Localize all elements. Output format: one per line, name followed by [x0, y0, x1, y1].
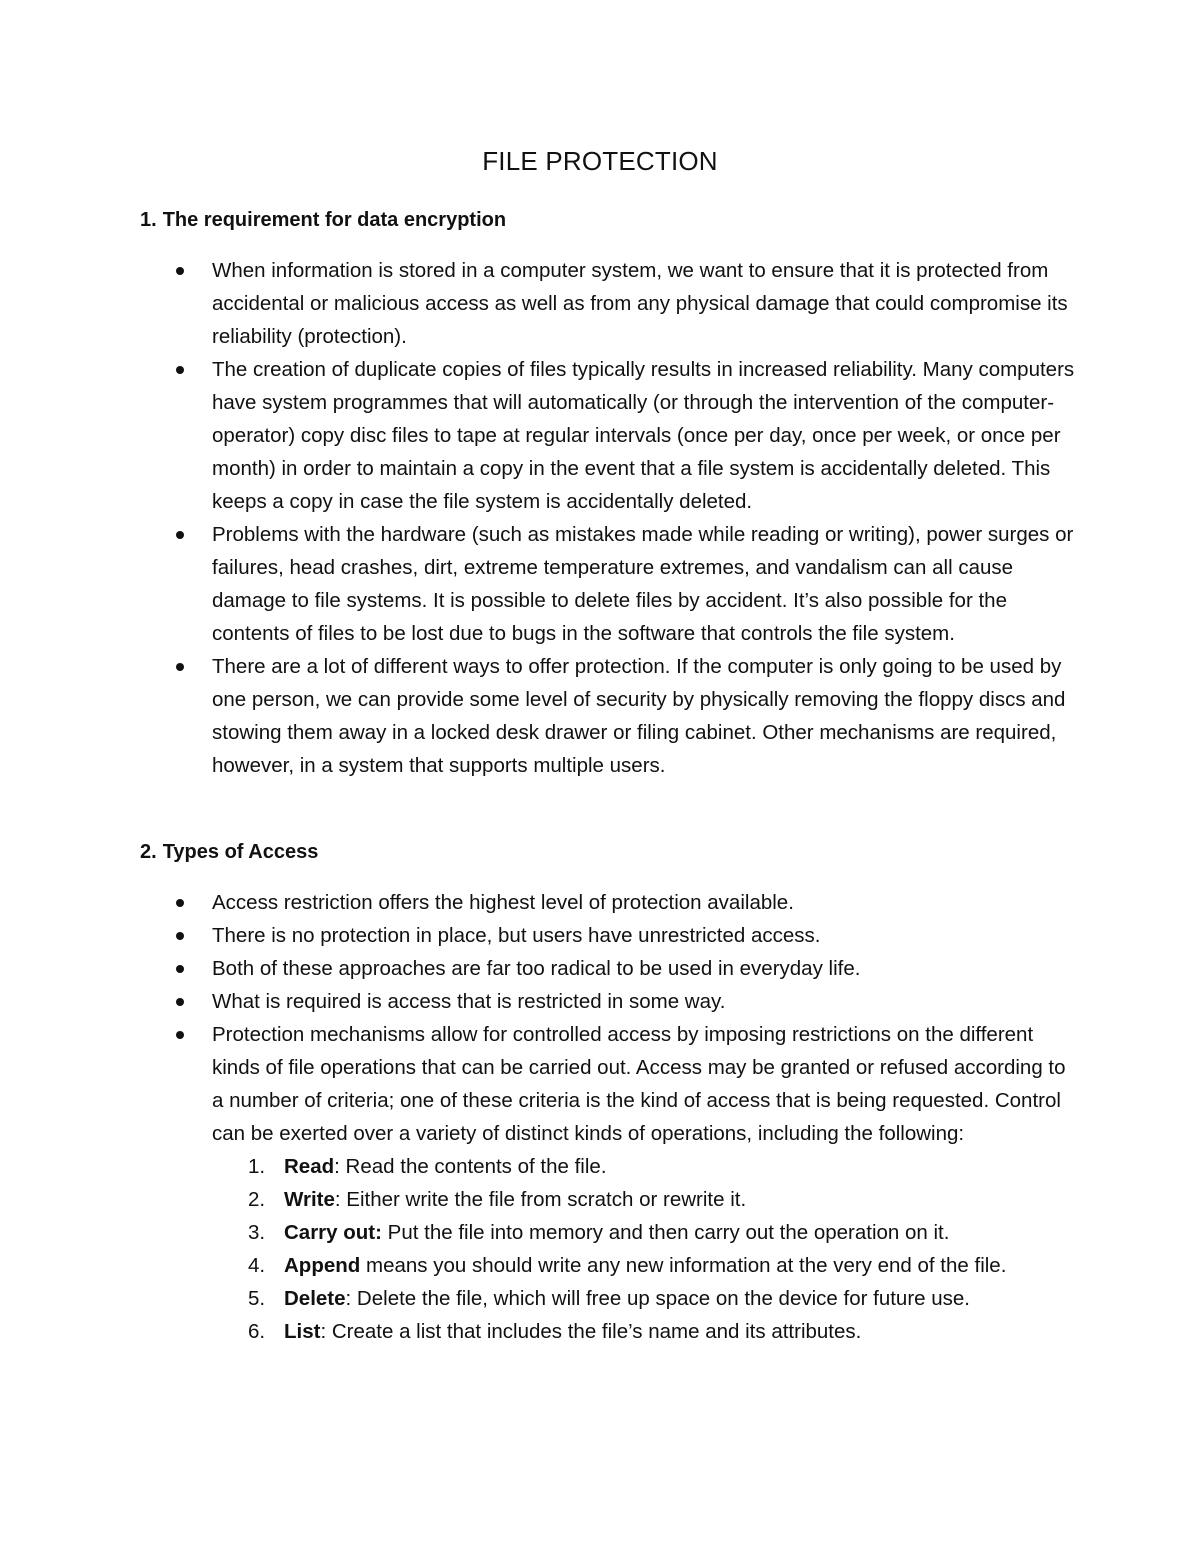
list-item: [140, 985, 1080, 1018]
list-item-text: Protection mechanisms allow for controlled access by imposing restrictions on the different kinds of file operations that can be carried out. Access may be granted or refused according to a number of criteria; one of these criteria is the kind of access that is being requested. Control can be exerted over a variety of distinct kinds of operations, including the following:: [212, 1023, 1066, 1145]
operation-name: Delete: [284, 1287, 346, 1310]
list-item: [140, 254, 1080, 353]
operations-list: [212, 1150, 1080, 1348]
operation-separator: :: [320, 1320, 327, 1343]
operation-description: Either write the file from scratch or rewrite it.: [340, 1188, 747, 1211]
operation-number: 1.: [248, 1155, 266, 1178]
operation-number: 5.: [248, 1287, 266, 1310]
bullet-icon: [176, 366, 184, 374]
list-item-text: When information is stored in a computer system, we want to ensure that it is protected from accidental or malicious access as well as from any physical damage that could compromise its reliability (protection).: [212, 259, 1068, 348]
bullet-icon: [176, 998, 184, 1006]
operation-description: Delete the file, which will free up space on the device for future use.: [351, 1287, 970, 1310]
operation-item-read: [212, 1150, 1080, 1183]
operation-description: Put the file into memory and then carry out the operation on it.: [381, 1221, 950, 1244]
bullet-list: [140, 254, 1080, 782]
list-item-text: Access restriction offers the highest level of protection available.: [212, 891, 794, 914]
list-item-text: There is no protection in place, but users have unrestricted access.: [212, 924, 821, 947]
section-heading: [140, 838, 1080, 866]
section-number: 2.: [140, 841, 157, 863]
operation-separator: :: [345, 1287, 352, 1310]
operation-number: 3.: [248, 1221, 266, 1244]
list-item-text: Problems with the hardware (such as mistakes made while reading or writing), power surges or failures, head crashes, dirt, extreme temperature extremes, and vandalism can all cause damage to file systems. It is possible to delete files by accident. It’s also possible for the contents of files to be lost due to bugs in the software that controls the file system.: [212, 523, 1074, 645]
operation-name: Carry out:: [284, 1221, 382, 1244]
list-item: [140, 1018, 1080, 1348]
operation-number: 2.: [248, 1188, 266, 1211]
operation-item-carry-out: [212, 1216, 1080, 1249]
list-item: [140, 952, 1080, 985]
list-item: [140, 650, 1080, 782]
bullet-icon: [176, 899, 184, 907]
operation-item-list: [212, 1315, 1080, 1348]
operation-description: Read the contents of the file.: [339, 1155, 607, 1178]
operation-name: Write: [284, 1188, 335, 1211]
section-number: 1.: [140, 209, 157, 231]
operation-number: 6.: [248, 1320, 266, 1343]
section-types-of-access: [140, 838, 1080, 1348]
bullet-icon: [176, 663, 184, 671]
list-item: [140, 518, 1080, 650]
bullet-list: [140, 886, 1080, 1348]
operation-name: Read: [284, 1155, 335, 1178]
page-title: FILE PROTECTION: [482, 146, 718, 176]
section-heading: [140, 206, 1080, 234]
bullet-icon: [176, 1031, 184, 1039]
list-item-text: Both of these approaches are far too radical to be used in everyday life.: [212, 957, 861, 980]
list-item: [140, 919, 1080, 952]
operation-name: Append: [284, 1254, 361, 1277]
list-item-text: There are a lot of different ways to offer protection. If the computer is only going to be used by one person, we can provide some level of security by physically removing the floppy discs and stowing them away in a locked desk drawer or filing cabinet. Other mechanisms are required, however, in a system that supports multiple users.: [212, 655, 1066, 777]
operation-number: 4.: [248, 1254, 266, 1277]
operation-name: List: [284, 1320, 321, 1343]
list-item: [140, 353, 1080, 518]
section-heading-text: The requirement for data encryption: [162, 209, 507, 231]
list-item-text: The creation of duplicate copies of files typically results in increased reliability. Many computers have system programmes that will automatically (or through the intervention of the computer-operator) copy disc files to tape at regular intervals (once per day, once per week, or once per month) in order to maintain a copy in the event that a file system is accidentally deleted. This keeps a copy in case the file system is accidentally deleted.: [212, 358, 1075, 513]
bullet-icon: [176, 932, 184, 940]
section-data-encryption: [140, 206, 1080, 782]
operation-separator: :: [334, 1155, 340, 1178]
operation-separator: :: [334, 1188, 341, 1211]
list-item-text: What is required is access that is restricted in some way.: [212, 990, 726, 1013]
bullet-icon: [176, 965, 184, 973]
operation-item-append: [212, 1249, 1080, 1282]
operation-description: means you should write any new information at the very end of the file.: [360, 1254, 1007, 1277]
bullet-icon: [176, 531, 184, 539]
section-heading-text: Types of Access: [162, 841, 319, 863]
list-item: [140, 886, 1080, 919]
operation-description: Create a list that includes the file’s name and its attributes.: [326, 1320, 862, 1343]
operation-item-delete: [212, 1282, 1080, 1315]
bullet-icon: [176, 267, 184, 275]
operation-item-write: [212, 1183, 1080, 1216]
